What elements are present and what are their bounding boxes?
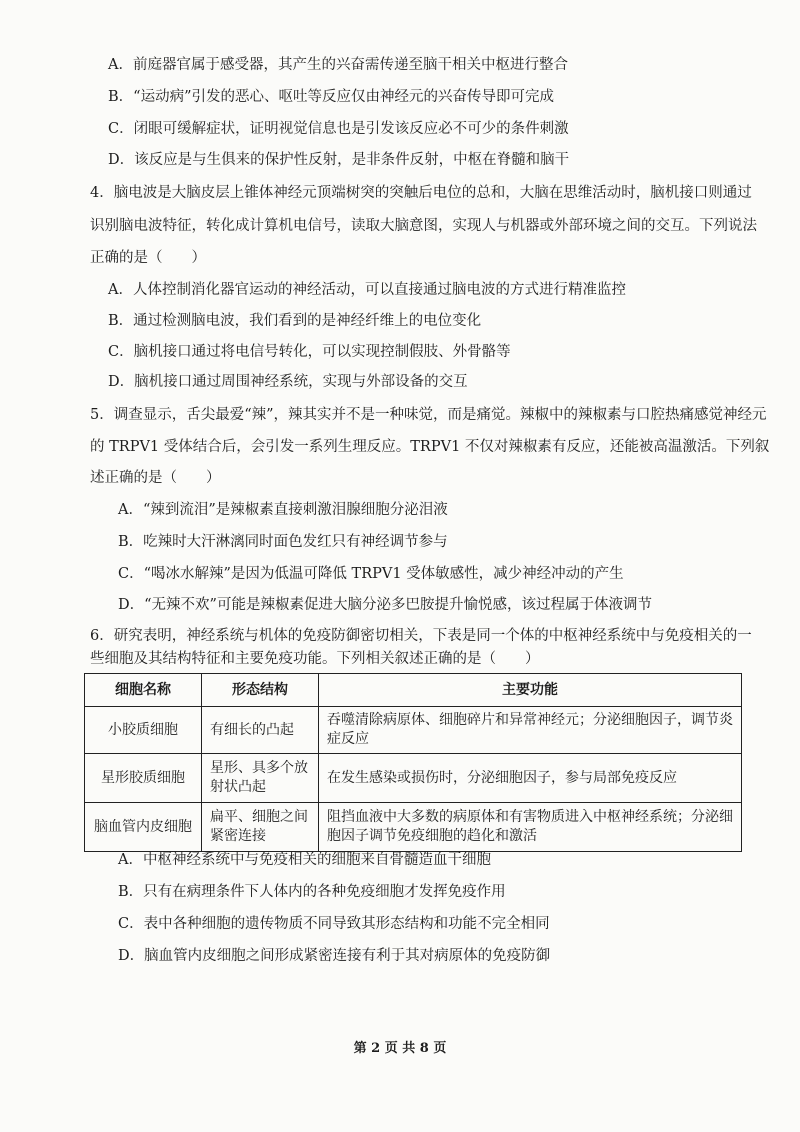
q4-stem-line-2: 识别脑电波特征，转化成计算机电信号，读取大脑意图，实现人与机器或外部环境之间的交互。下列说法 [90,218,757,234]
table-cell: 小胶质细胞 [85,707,202,754]
q3-option-c: C．闭眼可缓解症状，证明视觉信息也是引发该反应必不可少的条件刺激 [108,121,569,137]
table-row [85,803,742,852]
table-header-cell-name: 细胞名称 [85,674,202,707]
q4-stem-line-3: 正确的是（ ） [90,250,206,266]
q5-stem-line-1: 5．调查显示，舌尖最爱“辣”，辣其实并不是一种味觉，而是痛觉。辣椒中的辣椒素与口腔热痛感觉神经元 [90,407,767,423]
q3-option-d: D．该反应是与生俱来的保护性反射，是非条件反射，中枢在脊髓和脑干 [108,152,570,168]
q4-option-d: D．脑机接口通过周围神经系统，实现与外部设备的交互 [108,374,468,390]
q6-stem-line-1: 6．研究表明，神经系统与机体的免疫防御密切相关，下表是同一个体的中枢神经系统中与免疫相关的一 [90,628,752,644]
q5-option-a: A．“辣到流泪”是辣椒素直接刺激泪腺细胞分泌泪液 [118,502,448,518]
table-cell: 有细长的凸起 [202,707,319,754]
q5-stem-line-3: 述正确的是（ ） [90,470,221,486]
q6-option-c: C．表中各种细胞的遗传物质不同导致其形态结构和功能不完全相同 [118,916,550,932]
q6-option-a: A．中枢神经系统中与免疫相关的细胞来自骨髓造血干细胞 [118,852,491,868]
q3-option-a: A．前庭器官属于感受器，其产生的兴奋需传递至脑干相关中枢进行整合 [108,57,568,73]
q5-stem-line-2: 的 TRPV1 受体结合后，会引发一系列生理反应。TRPV1 不仅对辣椒素有反应，还能被高温激活。下列叙 [90,439,770,455]
table-cell: 吞噬清除病原体、细胞碎片和异常神经元；分泌细胞因子，调节炎症反应 [319,707,742,754]
q6-option-b: B．只有在病理条件下人体内的各种免疫细胞才发挥免疫作用 [118,884,506,900]
table-row [85,707,742,754]
table-cell: 在发生感染或损伤时，分泌细胞因子，参与局部免疫反应 [319,754,742,803]
table-cell: 阻挡血液中大多数的病原体和有害物质进入中枢神经系统；分泌细胞因子调节免疫细胞的趋化和激活 [319,803,742,852]
table-header-function: 主要功能 [319,674,742,707]
q4-option-b: B．通过检测脑电波，我们看到的是神经纤维上的电位变化 [108,313,482,329]
q4-option-c: C．脑机接口通过将电信号转化，可以实现控制假肢、外骨骼等 [108,344,511,360]
table-header-morphology: 形态结构 [202,674,319,707]
table-cell: 扁平、细胞之间紧密连接 [202,803,319,852]
table-cell: 星形、具多个放射状凸起 [202,754,319,803]
page-number-footer: 第 2 页 共 8 页 [353,1041,447,1056]
q6-option-d: D．脑血管内皮细胞之间形成紧密连接有利于其对病原体的免疫防御 [118,948,551,964]
q5-option-b: B．吃辣时大汗淋漓同时面色发红只有神经调节参与 [118,534,448,550]
immune-cell-table [84,673,742,852]
table-cell: 星形胶质细胞 [85,754,202,803]
table-cell: 脑血管内皮细胞 [85,803,202,852]
table-row [85,754,742,803]
q5-option-d: D．“无辣不欢”可能是辣椒素促进大脑分泌多巴胺提升愉悦感，该过程属于体液调节 [118,597,652,613]
q6-stem-line-2: 些细胞及其结构特征和主要免疫功能。下列相关叙述正确的是（ ） [90,651,540,667]
q4-stem-line-1: 4．脑电波是大脑皮层上锥体神经元顶端树突的突触后电位的总和，大脑在思维活动时，脑机接口则通过 [90,185,752,201]
q3-option-b: B．“运动病”引发的恶心、呕吐等反应仅由神经元的兴奋传导即可完成 [108,89,554,105]
q4-option-a: A．人体控制消化器官运动的神经活动，可以直接通过脑电波的方式进行精准监控 [108,282,626,298]
q5-option-c: C．“喝冰水解辣”是因为低温可降低 TRPV1 受体敏感性，减少神经冲动的产生 [118,566,624,582]
table-header-row [85,674,742,707]
